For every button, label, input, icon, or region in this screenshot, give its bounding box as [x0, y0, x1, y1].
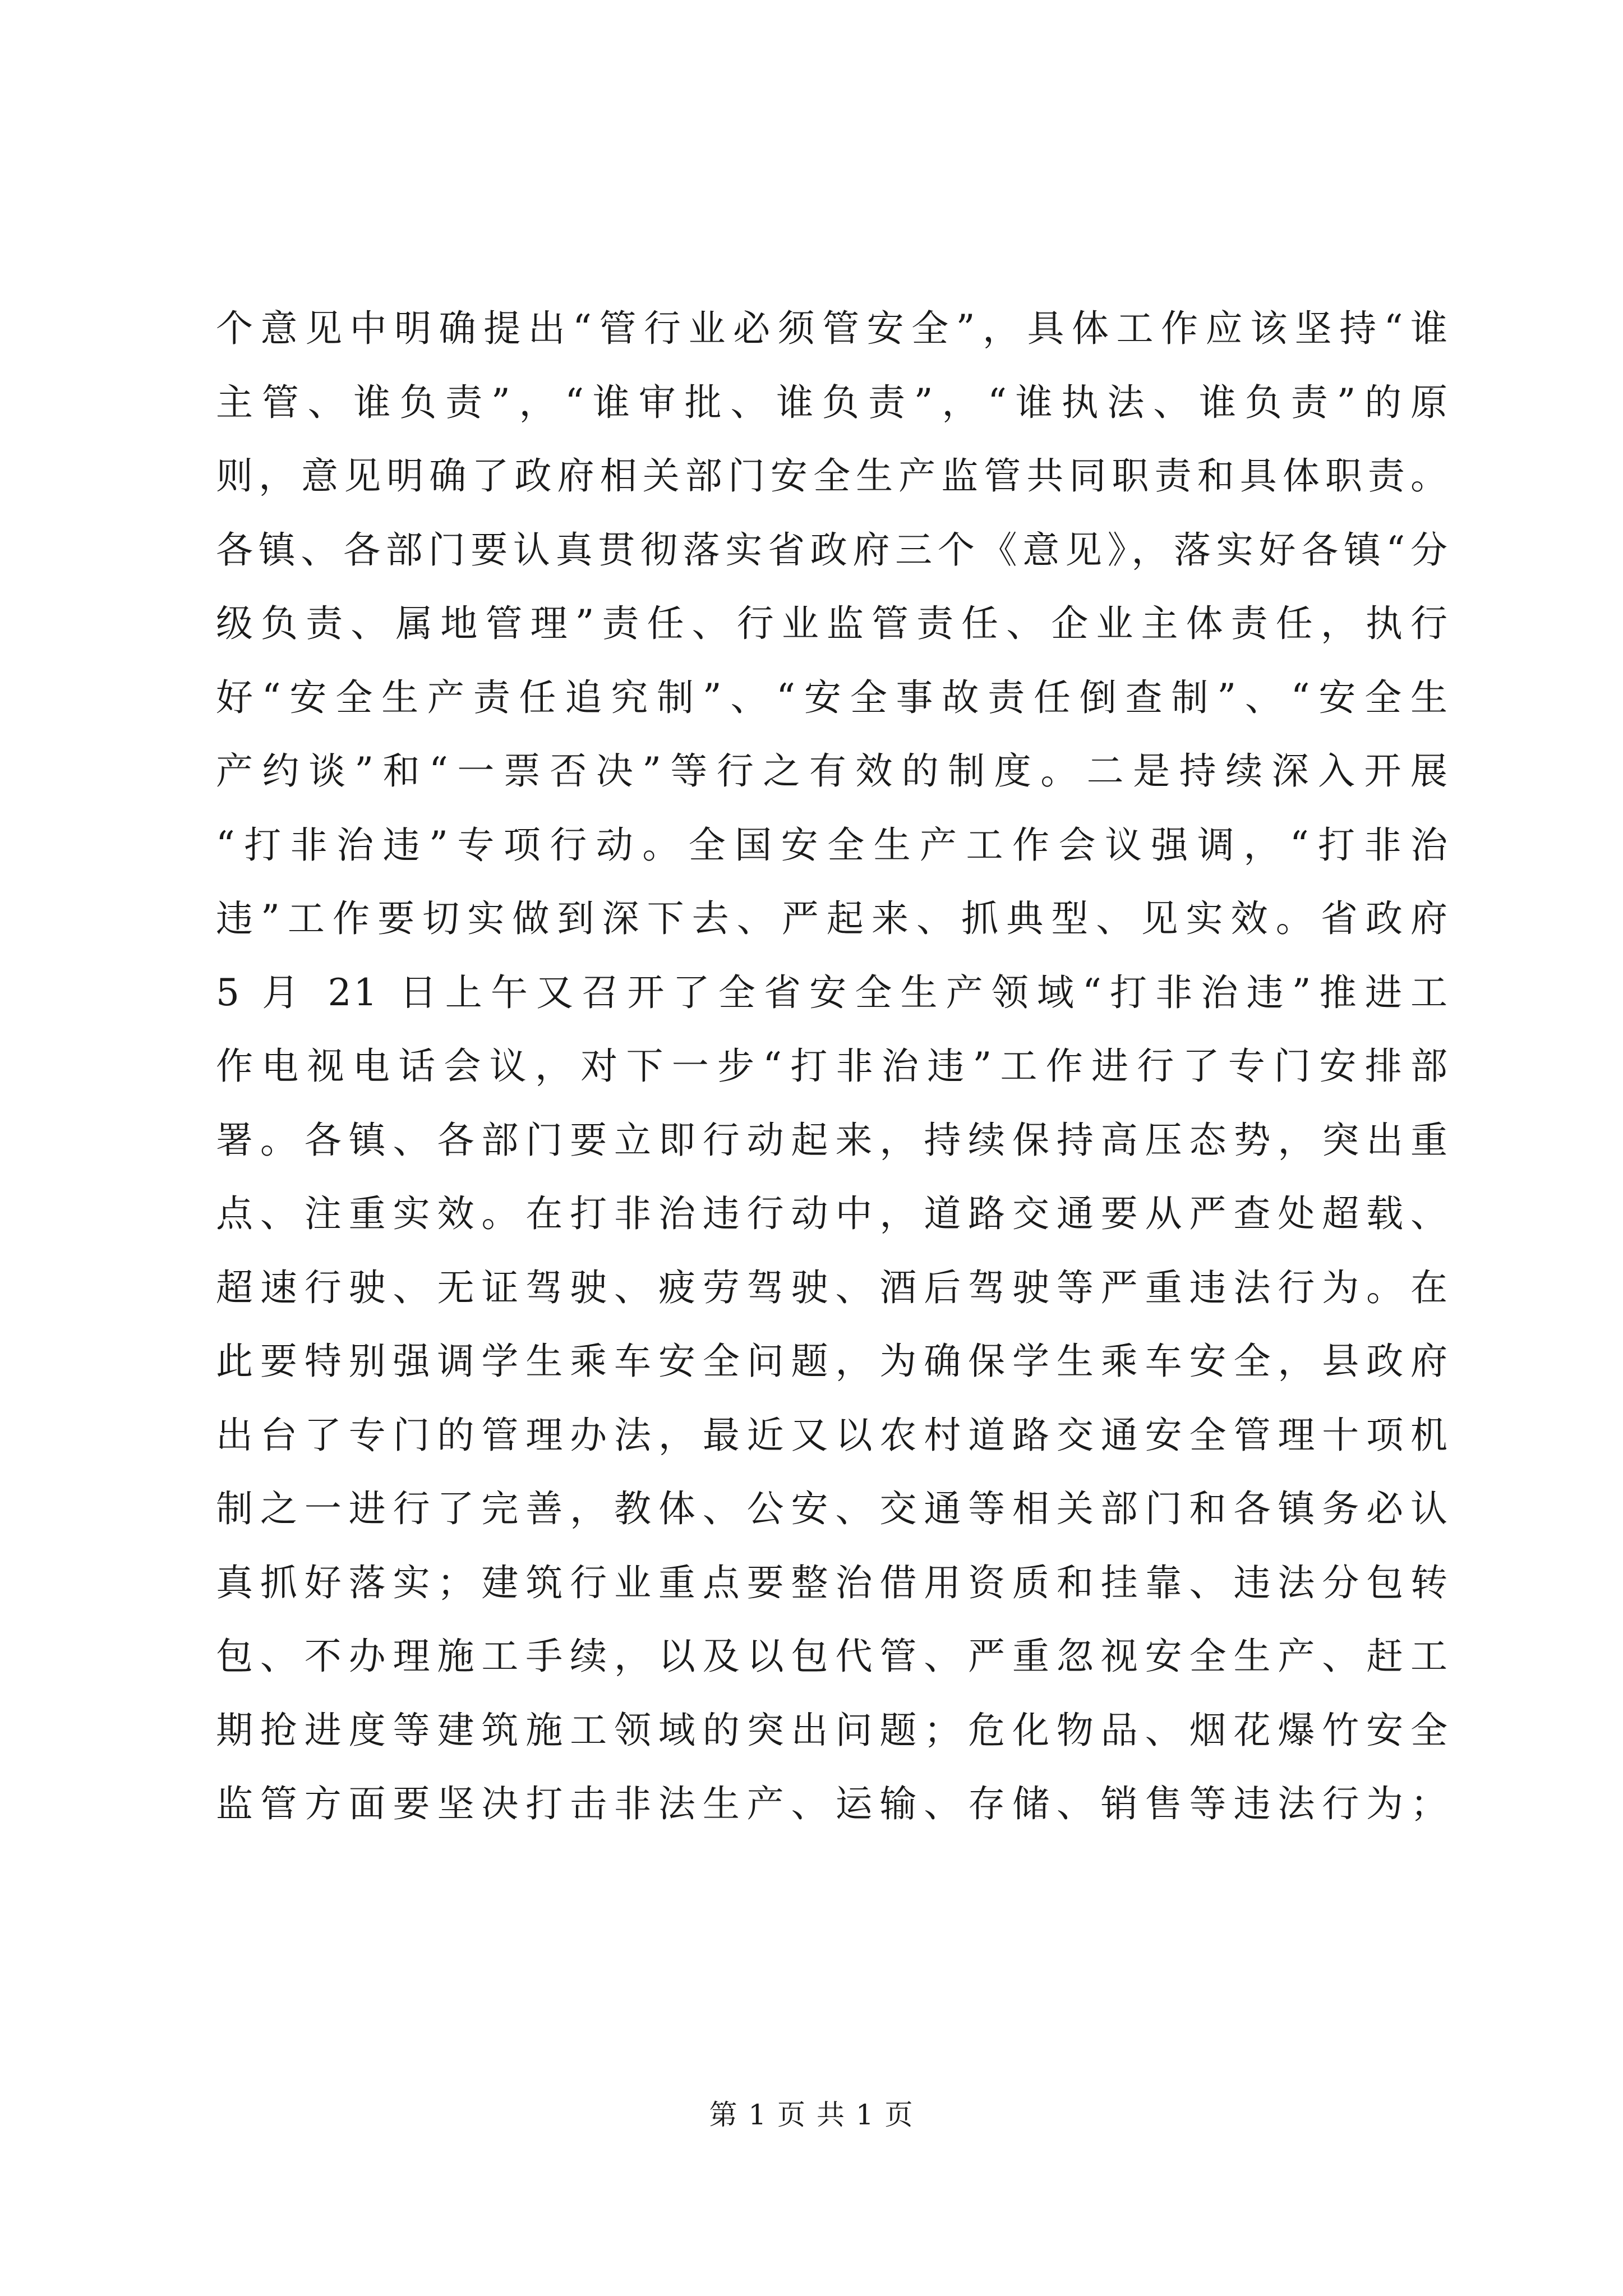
- page-footer: [0, 2098, 1623, 2132]
- text-line: 此要特别强调学生乘车安全问题，为确保学生乘车安全，县政府: [216, 1340, 1450, 1383]
- text-line: 包、不办理施工手续，以及以包代管、严重忽视安全生产、赶工: [216, 1635, 1450, 1678]
- text-line: 好“安全生产责任追究制”、“安全事故责任倒查制”、“安全生: [216, 675, 1450, 719]
- text-line: 制之一进行了完善，教体、公安、交通等相关部门和各镇务必认: [216, 1487, 1450, 1530]
- text-line: 真抓好落实；建筑行业重点要整治借用资质和挂靠、违法分包转: [216, 1561, 1450, 1604]
- text-line: 产约谈”和“一票否决”等行之有效的制度。二是持续深入开展: [216, 749, 1450, 793]
- text-line: 监管方面要坚决打击非法生产、运输、存储、销售等违法行为；: [216, 1782, 1450, 1825]
- text-line: 5 月 21 日上午又召开了全省安全生产领域“打非治违”推进工: [216, 970, 1450, 1014]
- text-line: 个意见中明确提出“管行业必须管安全”，具体工作应该坚持“谁: [216, 307, 1450, 350]
- text-line: 点、注重实效。在打非治违行动中，道路交通要从严查处超载、: [216, 1192, 1450, 1235]
- text-line: 作电视电话会议，对下一步“打非治违”工作进行了专门安排部: [216, 1045, 1450, 1088]
- text-line: 各镇、各部门要认真贯彻落实省政府三个《意见》，落实好各镇“分: [216, 528, 1450, 572]
- text-line: 主管、谁负责”，“谁审批、谁负责”，“谁执法、谁负责”的原: [216, 380, 1450, 424]
- text-line: 出台了专门的管理办法，最近又以农村道路交通安全管理十项机: [216, 1413, 1450, 1457]
- text-line: 级负责、属地管理”责任、行业监管责任、企业主体责任，执行: [216, 602, 1450, 645]
- text-line: “打非治违”专项行动。全国安全生产工作会议强调，“打非治: [216, 823, 1450, 867]
- text-line: 署。各镇、各部门要立即行动起来，持续保持高压态势，突出重: [216, 1118, 1450, 1162]
- page-number-label: 第 1 页 共 1 页: [709, 2099, 914, 2131]
- text-line: 超速行驶、无证驾驶、疲劳驾驶、酒后驾驶等严重违法行为。在: [216, 1266, 1450, 1309]
- text-line: 则，意见明确了政府相关部门安全生产监管共同职责和具体职责。: [216, 454, 1450, 498]
- text-line: 期抢进度等建筑施工领域的突出问题；危化物品、烟花爆竹安全: [216, 1708, 1450, 1752]
- text-line: 违”工作要切实做到深下去、严起来、抓典型、见实效。省政府: [216, 897, 1450, 940]
- document-body: [216, 292, 1450, 1841]
